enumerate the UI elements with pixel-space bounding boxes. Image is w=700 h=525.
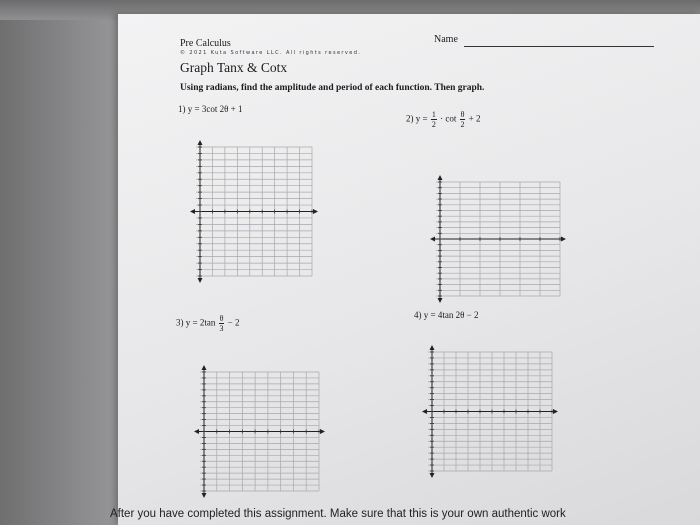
- denominator: 2: [460, 120, 465, 129]
- y-axis-arrow: [198, 278, 203, 283]
- denominator: 2: [431, 120, 436, 129]
- x-axis-arrow: [194, 429, 199, 434]
- worksheet-page: [118, 14, 700, 525]
- x-axis-arrow: [561, 237, 566, 242]
- problem-4: [414, 310, 478, 320]
- y-axis-arrow: [202, 493, 207, 498]
- problem-equation: y = 3cot 2θ + 1: [187, 104, 243, 114]
- numerator: θ: [219, 314, 224, 323]
- fraction: [460, 110, 466, 129]
- equation-lhs: y = 2tan: [185, 317, 216, 328]
- footer-note: After you have completed this assignment. Make sure that this is your own authentic work: [110, 508, 566, 520]
- problem-number: 4): [414, 310, 422, 320]
- fraction: [431, 110, 437, 129]
- graph-4[interactable]: [420, 344, 560, 479]
- problem-number: 1): [178, 104, 186, 114]
- name-label: Name: [434, 34, 458, 45]
- instructions: Using radians, find the amplitude and period of each function. Then graph.: [180, 83, 485, 93]
- denominator: 3: [219, 324, 224, 333]
- name-line: [464, 46, 654, 47]
- y-axis-arrow: [198, 140, 203, 145]
- y-axis-arrow: [202, 365, 207, 370]
- fraction: [219, 314, 225, 333]
- equation-rhs: + 2: [468, 113, 481, 124]
- copyright-line: © 2021 Kuta Software LLC. All rights reserved.: [180, 50, 362, 56]
- y-axis-arrow: [438, 175, 443, 180]
- problem-2: [406, 110, 481, 129]
- equation-lhs: y =: [415, 113, 428, 124]
- graph-1[interactable]: [188, 139, 320, 284]
- problem-3: [176, 314, 240, 333]
- numerator: 1: [431, 110, 436, 119]
- x-axis-arrow: [422, 409, 427, 414]
- x-axis-arrow: [430, 237, 435, 242]
- graph-2[interactable]: [428, 174, 568, 304]
- x-axis-arrow: [320, 429, 325, 434]
- problem-equation: y = 4tan 2θ − 2: [423, 310, 479, 320]
- numerator: θ: [460, 110, 465, 119]
- worksheet-title: Graph Tanx & Cotx: [180, 60, 288, 75]
- background-surface: [0, 0, 130, 525]
- equation-rhs: − 2: [227, 317, 240, 328]
- course-title: Pre Calculus: [180, 38, 231, 49]
- problem-number: 3): [176, 317, 184, 328]
- x-axis-arrow: [553, 409, 558, 414]
- graph-3[interactable]: [192, 364, 327, 499]
- equation-mid: · cot: [440, 113, 457, 124]
- problem-1: [178, 104, 242, 114]
- problem-number: 2): [406, 113, 414, 124]
- y-axis-arrow: [438, 298, 443, 303]
- y-axis-arrow: [430, 345, 435, 350]
- x-axis-arrow: [190, 209, 195, 214]
- y-axis-arrow: [430, 473, 435, 478]
- x-axis-arrow: [313, 209, 318, 214]
